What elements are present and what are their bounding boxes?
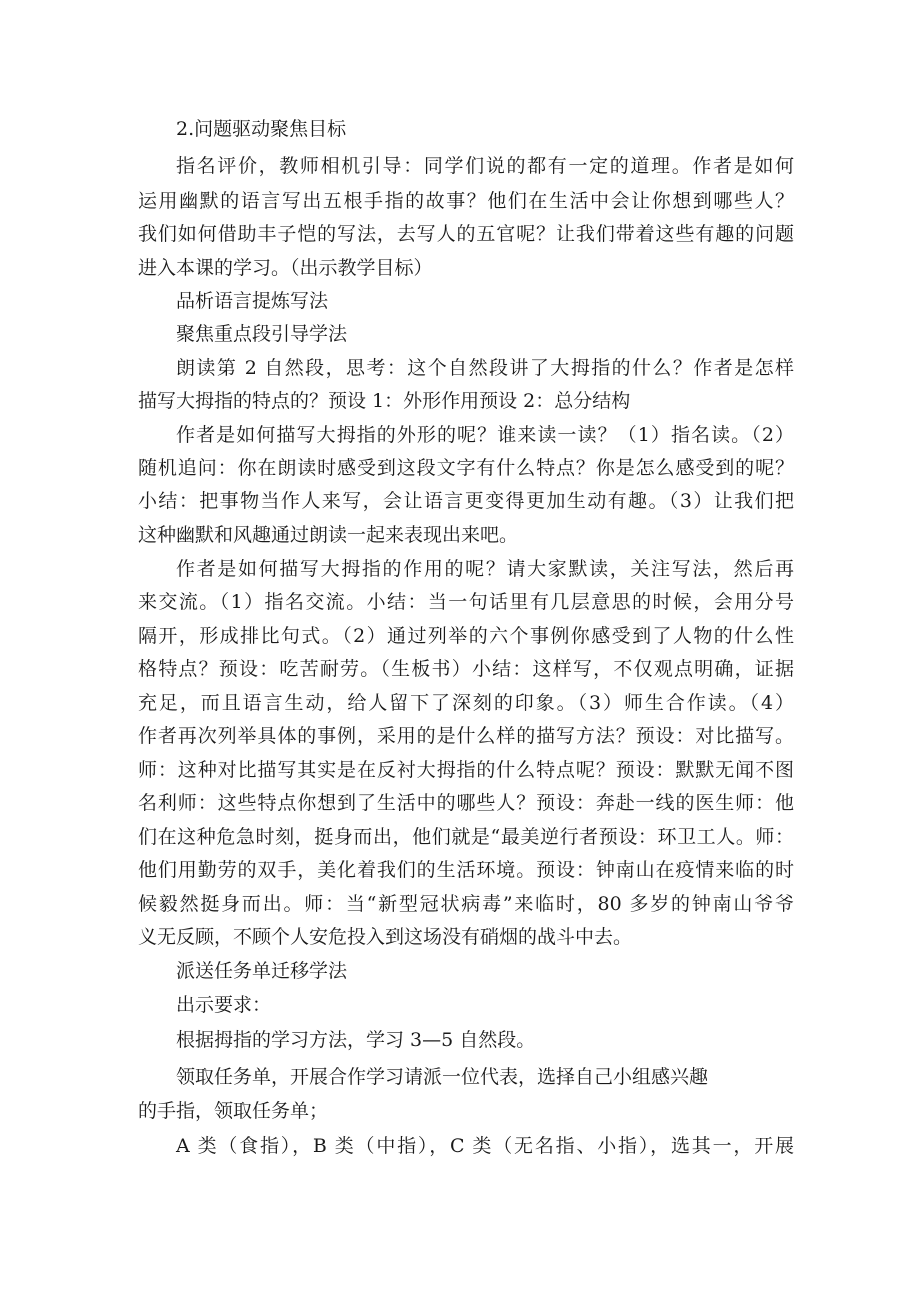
paragraph-line: 的手指，领取任务单； — [138, 1100, 329, 1122]
paragraph-line: 小结：把事物当作人来写，会让语言更变得更加生动有趣。（3）让我们把 — [138, 490, 794, 512]
paragraph-line: 们在这种危急时刻，挺身而出，他们就是“最美逆行者预设：环卫工人。师： — [138, 826, 794, 848]
paragraph-line: 根据拇指的学习方法，学习 3—5 自然段。 — [176, 1029, 536, 1051]
paragraph-line: 运用幽默的语言写出五根手指的故事？他们在生活中会让你想到哪些人？ — [138, 190, 794, 212]
paragraph-line: 隔开，形成排比句式。（2）通过列举的六个事例你感受到了人物的什么性 — [138, 625, 794, 647]
paragraph-line: 候毅然挺身而出。师：当“新型冠状病毒”来临时，80 多岁的钟南山爷爷 — [138, 893, 794, 915]
paragraph-line: 师：这种对比描写其实是在反衬大拇指的什么特点呢？预设：默默无闻不图 — [138, 759, 794, 781]
subheading: 派送任务单迁移学法 — [176, 960, 348, 982]
paragraph-line: 作者是如何描写大拇指的外形的呢？谁来读一读？（1）指名读。（2） — [176, 424, 794, 446]
paragraph-line: 描写大拇指的特点的？预设 1：外形作用预设 2：总分结构 — [138, 390, 631, 412]
paragraph-line: 指名评价，教师相机引导：同学们说的都有一定的道理。作者是如何 — [176, 155, 794, 177]
paragraph-line: 格特点？预设：吃苦耐劳。（生板书）小结：这样写，不仅观点明确，证据 — [138, 658, 794, 680]
paragraph-line: A 类（食指），B 类（中指），C 类（无名指、小指），选其一，开展 — [176, 1135, 794, 1157]
subheading: 聚焦重点段引导学法 — [176, 323, 348, 345]
paragraph-line: 义无反顾，不顾个人安危投入到这场没有硝烟的战斗中去。 — [138, 926, 633, 948]
subheading: 品析语言提炼写法 — [176, 290, 329, 312]
paragraph-line: 朗读第 2 自然段，思考：这个自然段讲了大拇指的什么？作者是怎样 — [176, 357, 794, 379]
paragraph-line: 进入本课的学习。（出示教学目标） — [138, 257, 433, 279]
paragraph-line: 来交流。（1）指名交流。小结：当一句话里有几层意思的时候，会用分号 — [138, 591, 794, 613]
paragraph-line: 作者是如何描写大拇指的作用的呢？请大家默读，关注写法，然后再 — [176, 558, 794, 580]
section-heading: 2.问题驱动聚焦目标 — [176, 118, 347, 140]
paragraph-line: 我们如何借助丰子恺的写法，去写人的五官呢？让我们带着这些有趣的问题 — [138, 223, 794, 245]
paragraph-line: 随机追问：你在朗读时感受到这段文字有什么特点？你是怎么感受到的呢？ — [138, 457, 794, 479]
paragraph-line: 名利师：这些特点你想到了生活中的哪些人？预设：奔赴一线的医生师：他 — [138, 792, 794, 814]
paragraph-line: 出示要求： — [176, 994, 272, 1016]
paragraph-line: 充足，而且语言生动，给人留下了深刻的印象。（3）师生合作读。（4） — [138, 692, 794, 714]
paragraph-line: 作者再次列举具体的事例，采用的是什么样的描写方法？预设：对比描写。 — [138, 725, 794, 747]
paragraph-line: 他们用勤劳的双手，美化着我们的生活环境。预设：钟南山在疫情来临的时 — [138, 859, 794, 881]
paragraph-line: 领取任务单，开展合作学习请派一位代表，选择自己小组感兴趣 — [176, 1066, 709, 1088]
paragraph-line: 这种幽默和风趣通过朗读一起来表现出来吧。 — [138, 524, 519, 546]
